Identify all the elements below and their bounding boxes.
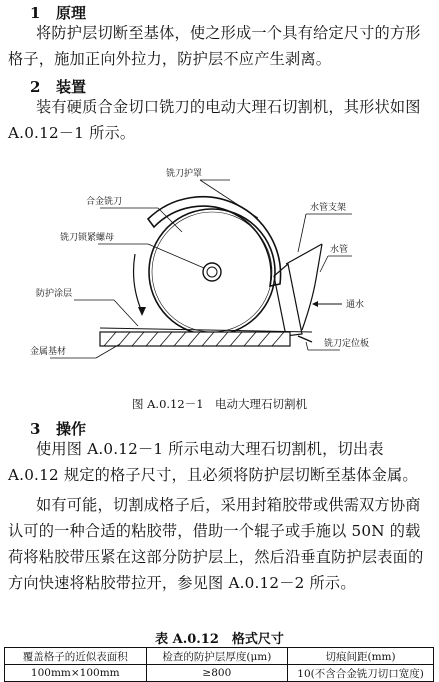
pipe-bracket: [286, 244, 322, 264]
section-3-paragraph-1: [8, 436, 434, 488]
lock-nut: [203, 263, 221, 281]
water-pipe: [302, 244, 322, 330]
section-1-text: 将防护层切断至基体，使之形成一个具有给定尺寸的方形格子，施加正向外拉力，防护层不应产生剥离。: [8, 24, 421, 68]
label-substrate: 金属基材: [30, 347, 67, 357]
label-nut: 铣刀锁紧螺母: [60, 233, 115, 243]
table-header-row: [5, 648, 434, 665]
positioning-plate: [298, 336, 312, 342]
header-area: 覆盖格子的近似表面积: [5, 648, 147, 665]
header-thickness: 检查的防护层厚度(μm): [146, 648, 288, 665]
section-2-number: 2: [30, 78, 41, 96]
section-3-paragraph-2: [8, 492, 434, 596]
label-plate: 铣刀定位板: [324, 339, 370, 349]
section-1-number: 1: [30, 4, 41, 22]
section-3-title: 操作: [56, 420, 87, 438]
cell-spacing: 10(不含合金铣刀切口宽度): [288, 665, 434, 682]
label-pipe: 水管: [330, 245, 349, 255]
housing: [274, 264, 302, 336]
label-cutter: 合金铣刀: [86, 197, 123, 207]
table-caption: 表 A.0.12 格式尺寸: [155, 632, 284, 647]
section-2-paragraph: [8, 94, 434, 146]
cutting-machine-figure: [30, 164, 410, 384]
label-water: 通水: [346, 300, 365, 310]
label-guard: 铣刀护罩: [166, 169, 203, 179]
section-2-text: 装有硬质合金切口铣刀的电动大理石切割机，其形状如图 A.0.12－1 所示。: [8, 98, 421, 142]
section-3-number: 3: [30, 420, 41, 438]
label-coating: 防护涂层: [36, 289, 73, 299]
guard-shape: [148, 197, 281, 286]
cutting-machine-diagram: [30, 164, 410, 384]
section-3-text-2: 如有可能，切割成格子后，采用封箱胶带或供需双方协商认可的一种合适的粘胶带，借助一个辊子或手施以 50N 的载荷将粘胶带压紧在这部分防护层上，然后沿垂直防护层表面的方向快速将粘胶带拉开，参见图 A.0.12－2 所示。: [8, 496, 424, 592]
figure-caption: 图 A.0.12－1 电动大理石切割机: [131, 397, 308, 411]
section-1-title: 原理: [56, 4, 87, 22]
cutter-disc: [149, 209, 275, 335]
section-1-paragraph: [8, 20, 434, 72]
grid-size-table: [4, 647, 434, 682]
cell-thickness: ≥800: [146, 665, 288, 682]
label-bracket: 水管支架: [310, 203, 347, 213]
section-3-text-1: 使用图 A.0.12－1 所示电动大理石切割机，切出表 A.0.12 规定的格子尺寸，且必须将防护层切断至基体金属。: [8, 440, 418, 484]
section-2-title: 装置: [56, 78, 87, 96]
cell-area: 100mm×100mm: [5, 665, 147, 682]
header-spacing: 切痕间距(mm): [288, 648, 434, 665]
